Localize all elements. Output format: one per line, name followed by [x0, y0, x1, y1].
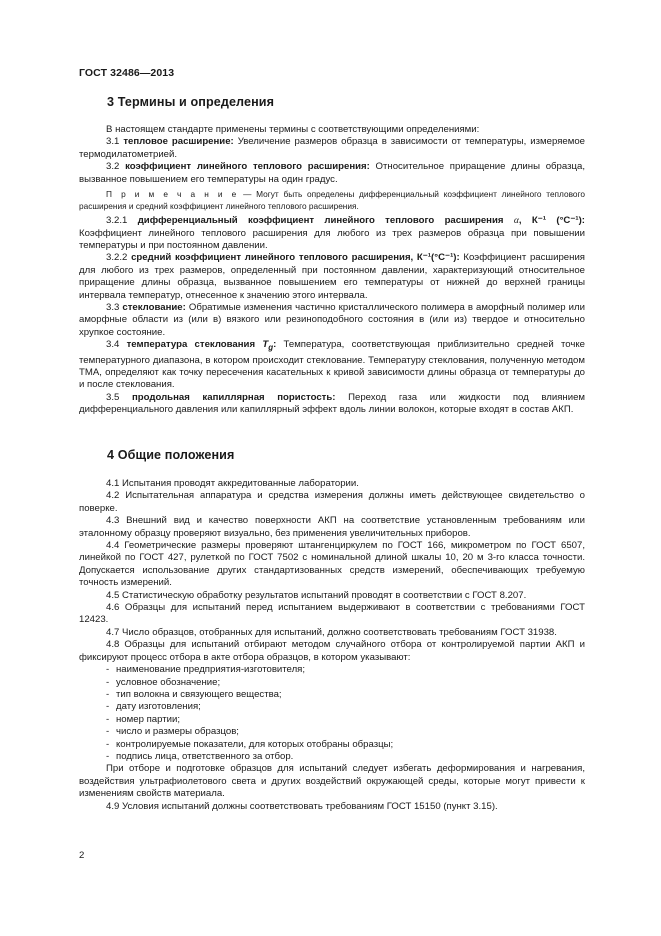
clause-4-6: 4.6 Образцы для испытаний перед испытанием выдерживают в соответствии с требованиями ГОСТ 12423.: [79, 602, 585, 626]
section-4-body: [79, 478, 585, 813]
clause-4-9: 4.9 Условия испытаний должны соответствовать требованиям ГОСТ 15150 (пункт 3.15).: [106, 800, 498, 812]
list-item: - число и размеры образцов;: [106, 726, 585, 738]
clause-4-7: 4.7 Число образцов, отобранных для испытаний, должно соответствовать требованиям ГОСТ 31938.: [106, 626, 557, 638]
section-3-intro: В настоящем стандарте применены термины с соответствующими определениями:: [106, 124, 480, 135]
list-item: - номер партии;: [106, 714, 585, 726]
term-3-1: 3.1 тепловое расширение: Увеличение размеров образца в зависимости от температуры, измеряемое термодилатометрией.: [79, 136, 586, 160]
term-3-2: 3.2 коэффициент линейного теплового расширения: Относительное приращение длины образца, вызванное повышением его температуры на один градус.: [79, 161, 585, 185]
list-item: - тип волокна и связующего вещества;: [106, 689, 585, 701]
sampling-act-list: [79, 664, 585, 763]
section-3-body: [79, 124, 585, 417]
note: [79, 189, 585, 212]
clause-4-8-continuation: При отборе и подготовке образцов для испытаний следует избегать деформирования и нагревания, воздействия ультрафиолетового света и других воздействий окружающей среды, которые могут привести к изменениям свойств материала.: [79, 763, 585, 800]
section-3-title: 3 Термины и определения: [107, 95, 275, 109]
note-label: П р и м е ч а н и е: [106, 189, 239, 200]
section-4-title: 4 Общие положения: [107, 448, 235, 462]
term-3-2-2: 3.2.2 средний коэффициент линейного теплового расширения, К⁻¹(°С⁻¹): Коэффициент расширения для любого из трех размеров, определенный при постоянном давлении, характеризующий относительное приращение длины образца, вызванное повышением его температуры от нижней до верхней границы интервала температур, отнесенное к значению этого интервала.: [79, 252, 585, 301]
term-3-3: 3.3 стеклование: Обратимые изменения частично кристаллического полимера в аморфный полимер или аморфные области из (или в) вязкого или резиноподобного состояния в (или из) твердое и относительно хрупкое состояние.: [79, 302, 585, 338]
list-item: - условное обозначение;: [106, 677, 585, 689]
clause-4-2: 4.2 Испытательная аппаратура и средства измерения должны иметь действующее свидетельство о поверке.: [79, 490, 585, 514]
clause-4-4: 4.4 Геометрические размеры проверяют штангенциркулем по ГОСТ 166, микрометром по ГОСТ 6507, линейкой по ГОСТ 427, рулеткой по ГОСТ 7502 с номинальной длиной шкалы 10, 20 м 3-го класса точности. Допускается использование других стандартизованных средств измерений, обеспечивающих требуемую точность измерений.: [79, 540, 585, 589]
clause-4-8: 4.8 Образцы для испытаний отбирают методом случайного отбора от контролируемой партии АКП и фиксируют процесс отбора в акте отбора образцов, в котором указывают:: [79, 639, 585, 663]
list-item: - подпись лица, ответственного за отбор.: [106, 751, 585, 763]
clause-4-5: 4.5 Статистическую обработку результатов испытаний проводят в соответствии с ГОСТ 8.207.: [106, 589, 527, 601]
list-item: - наименование предприятия-изготовителя;: [106, 664, 585, 676]
list-item: - контролируемые показатели, для которых отобраны образцы;: [106, 739, 585, 751]
clause-4-1: 4.1 Испытания проводят аккредитованные лаборатории.: [106, 478, 359, 489]
term-3-2-1: 3.2.1 дифференциальный коэффициент линейного теплового расширения α, К⁻¹ (°С⁻¹): Коэффициент линейного теплового расширения для любого из трех размеров образца при повышении температуры и при постоянном давлении.: [79, 215, 585, 252]
note-text: — Могут быть определены дифференциальный коэффициент линейного теплового расширения и средний коэффициент линейного теплового расширения.: [79, 189, 585, 211]
document-code: ГОСТ 32486—2013: [79, 67, 175, 79]
term-3-4: 3.4 температура стеклования $T_g$: Температура, соответствующая приблизительно средней точке температурного диапазона, в котором происходит стеклование. Температуру стеклования, полученную методом ТМА, определяют как точку пересечения касательных к кривой зависимости длины образца от температуры до и после стеклования.: [79, 339, 585, 391]
clause-4-3: 4.3 Внешний вид и качество поверхности АКП на соответствие установленным требованиям или эталонному образцу проверяют визуально, без применения увеличительных приборов.: [79, 515, 585, 539]
list-item: - дату изготовления;: [106, 701, 585, 713]
page-number: 2: [79, 850, 85, 861]
term-3-5: 3.5 продольная капиллярная пористость: Переход газа или жидкости под влиянием дифференциального давления или капиллярный эффект вдоль линии волокон, которые входят в состав АКП.: [79, 391, 585, 416]
